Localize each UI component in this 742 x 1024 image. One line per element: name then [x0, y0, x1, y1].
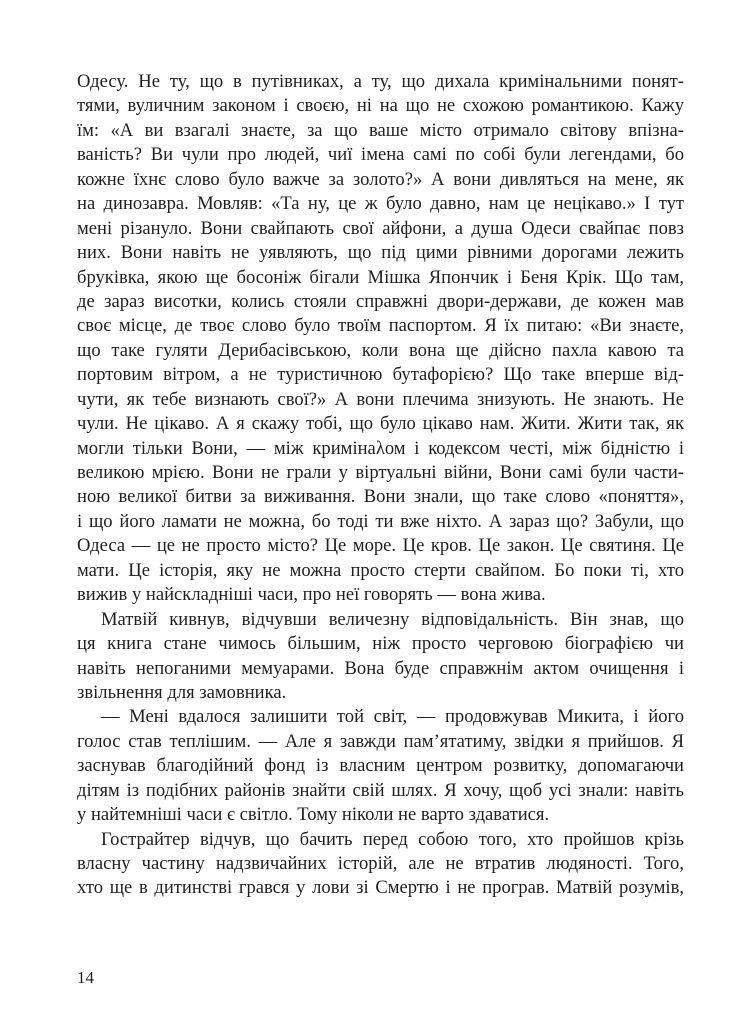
text-line: заснував благодійний фонд із власним центром розвитку, допомагаючи	[77, 755, 684, 777]
text-line: мати. Це історія, яку не можна просто стерти свайпом. Бо поки ті, хто	[77, 559, 684, 581]
text-line: чули. Не цікаво. А я скажу тобі, що було цікаво нам. Жити. Жити так, як	[77, 413, 684, 435]
text-line: ця книга стане чимось більшим, ніж просто черговою біографією чи	[77, 633, 684, 655]
text-line: своє місце, де твоє слово було твоїм паспортом. Я їх питаю: «Ви знаєте,	[77, 315, 684, 337]
page-number: 14	[77, 968, 94, 987]
text-line: власну частину надзвичайних історій, але не втратив людяності. Того,	[77, 853, 684, 874]
text-line: ваність? Ви чули про людей, чиї імена самі по собі були легендами, бо	[77, 144, 684, 166]
paragraph	[77, 828, 684, 901]
text-line: портовим вітром, а не туристичною бутафорією? Що таке вперше від-	[77, 364, 684, 386]
text-line: Одеса — це не просто місто? Це море. Це кров. Це закон. Це святиня. Це	[77, 535, 684, 557]
text-line: — Мені вдалося залишити той світ, — продовжував Микита, і його	[101, 706, 684, 728]
text-line: хто ще в дитинстві грався у лови зі Смертю і не програв. Матвій розумів,	[77, 877, 684, 899]
text-line: що таке гуляти Дерибасівською, коли вона ще дійсно пахла кавою та	[77, 339, 684, 361]
text-line: де зараз висотки, колись стояли справжні двори-держави, де кожен мав	[77, 290, 684, 312]
text-line: ною великої битви за виживання. Вони знали, що таке слово «поняття»,	[77, 486, 684, 508]
text-line: навіть непоганими мемуарами. Вона буде справжнім актом очищення і	[77, 657, 684, 679]
text-line: у найтемніші часи є світло. Тому ніколи не варто здаватися.	[77, 804, 550, 826]
paragraph	[77, 705, 684, 827]
text-line: Одесу. Не ту, що в путівниках, а ту, що дихала кримінальними понят-	[77, 71, 684, 92]
text-line: них. Вони навіть не уявляють, що під цими рівними дорогами лежить	[77, 242, 684, 264]
text-line: на динозавра. Мовляв: «Та ну, це ж було давно, нам це нецікаво.» І тут	[77, 193, 684, 215]
text-line: великою мрією. Вони не грали у віртуальні війни, Вони самі були части-	[77, 462, 684, 483]
paragraph	[77, 70, 684, 608]
paragraph	[77, 608, 684, 706]
text-line: їм: «А ви взагалі знаєте, за що ваше місто отримало світову впізна-	[77, 119, 684, 141]
text-line: кожне їхнє слово було важче за золото?» А вони дивляться на мене, як	[77, 168, 684, 190]
text-line: звільнення для замовника.	[77, 681, 287, 703]
text-line: бруківка, якою ще босоніж бігали Мішка Япончик і Беня Крік. Що там,	[77, 266, 684, 288]
text-line: чути, як тебе визнають свої?» А вони плечима знизують. Не знають. Не	[77, 388, 684, 410]
text-line: Гострайтер відчув, що бачить перед собою того, хто пройшов крізь	[101, 828, 684, 850]
text-line: дітям із подібних районів знайти свій шлях. Я хочу, щоб усі знали: навіть	[77, 779, 684, 801]
text-line: голос став теплішим. — Але я завжди пам’ятатиму, звідки я прийшов. Я	[77, 730, 684, 752]
text-line: вижив у найскладніші часи, про неї говорять — вона жива.	[77, 584, 546, 606]
text-line: могли тільки Вони, — між кримінаλом і кодексом честі, між бідністю і	[77, 437, 684, 459]
body-text	[77, 70, 684, 901]
text-line: і що його ламати не можна, бо тоді ти вже ніхто. А зараз що? Забули, що	[77, 510, 684, 532]
text-line: мені різануло. Вони свайпають свої айфони, а душа Одеси свайпає повз	[77, 217, 684, 239]
text-line: Матвій кивнув, відчувши величезну відповідальність. Він знав, що	[101, 608, 684, 630]
text-line: тями, вуличним законом і своєю, ні на що не схожою романтикою. Кажу	[77, 95, 684, 117]
